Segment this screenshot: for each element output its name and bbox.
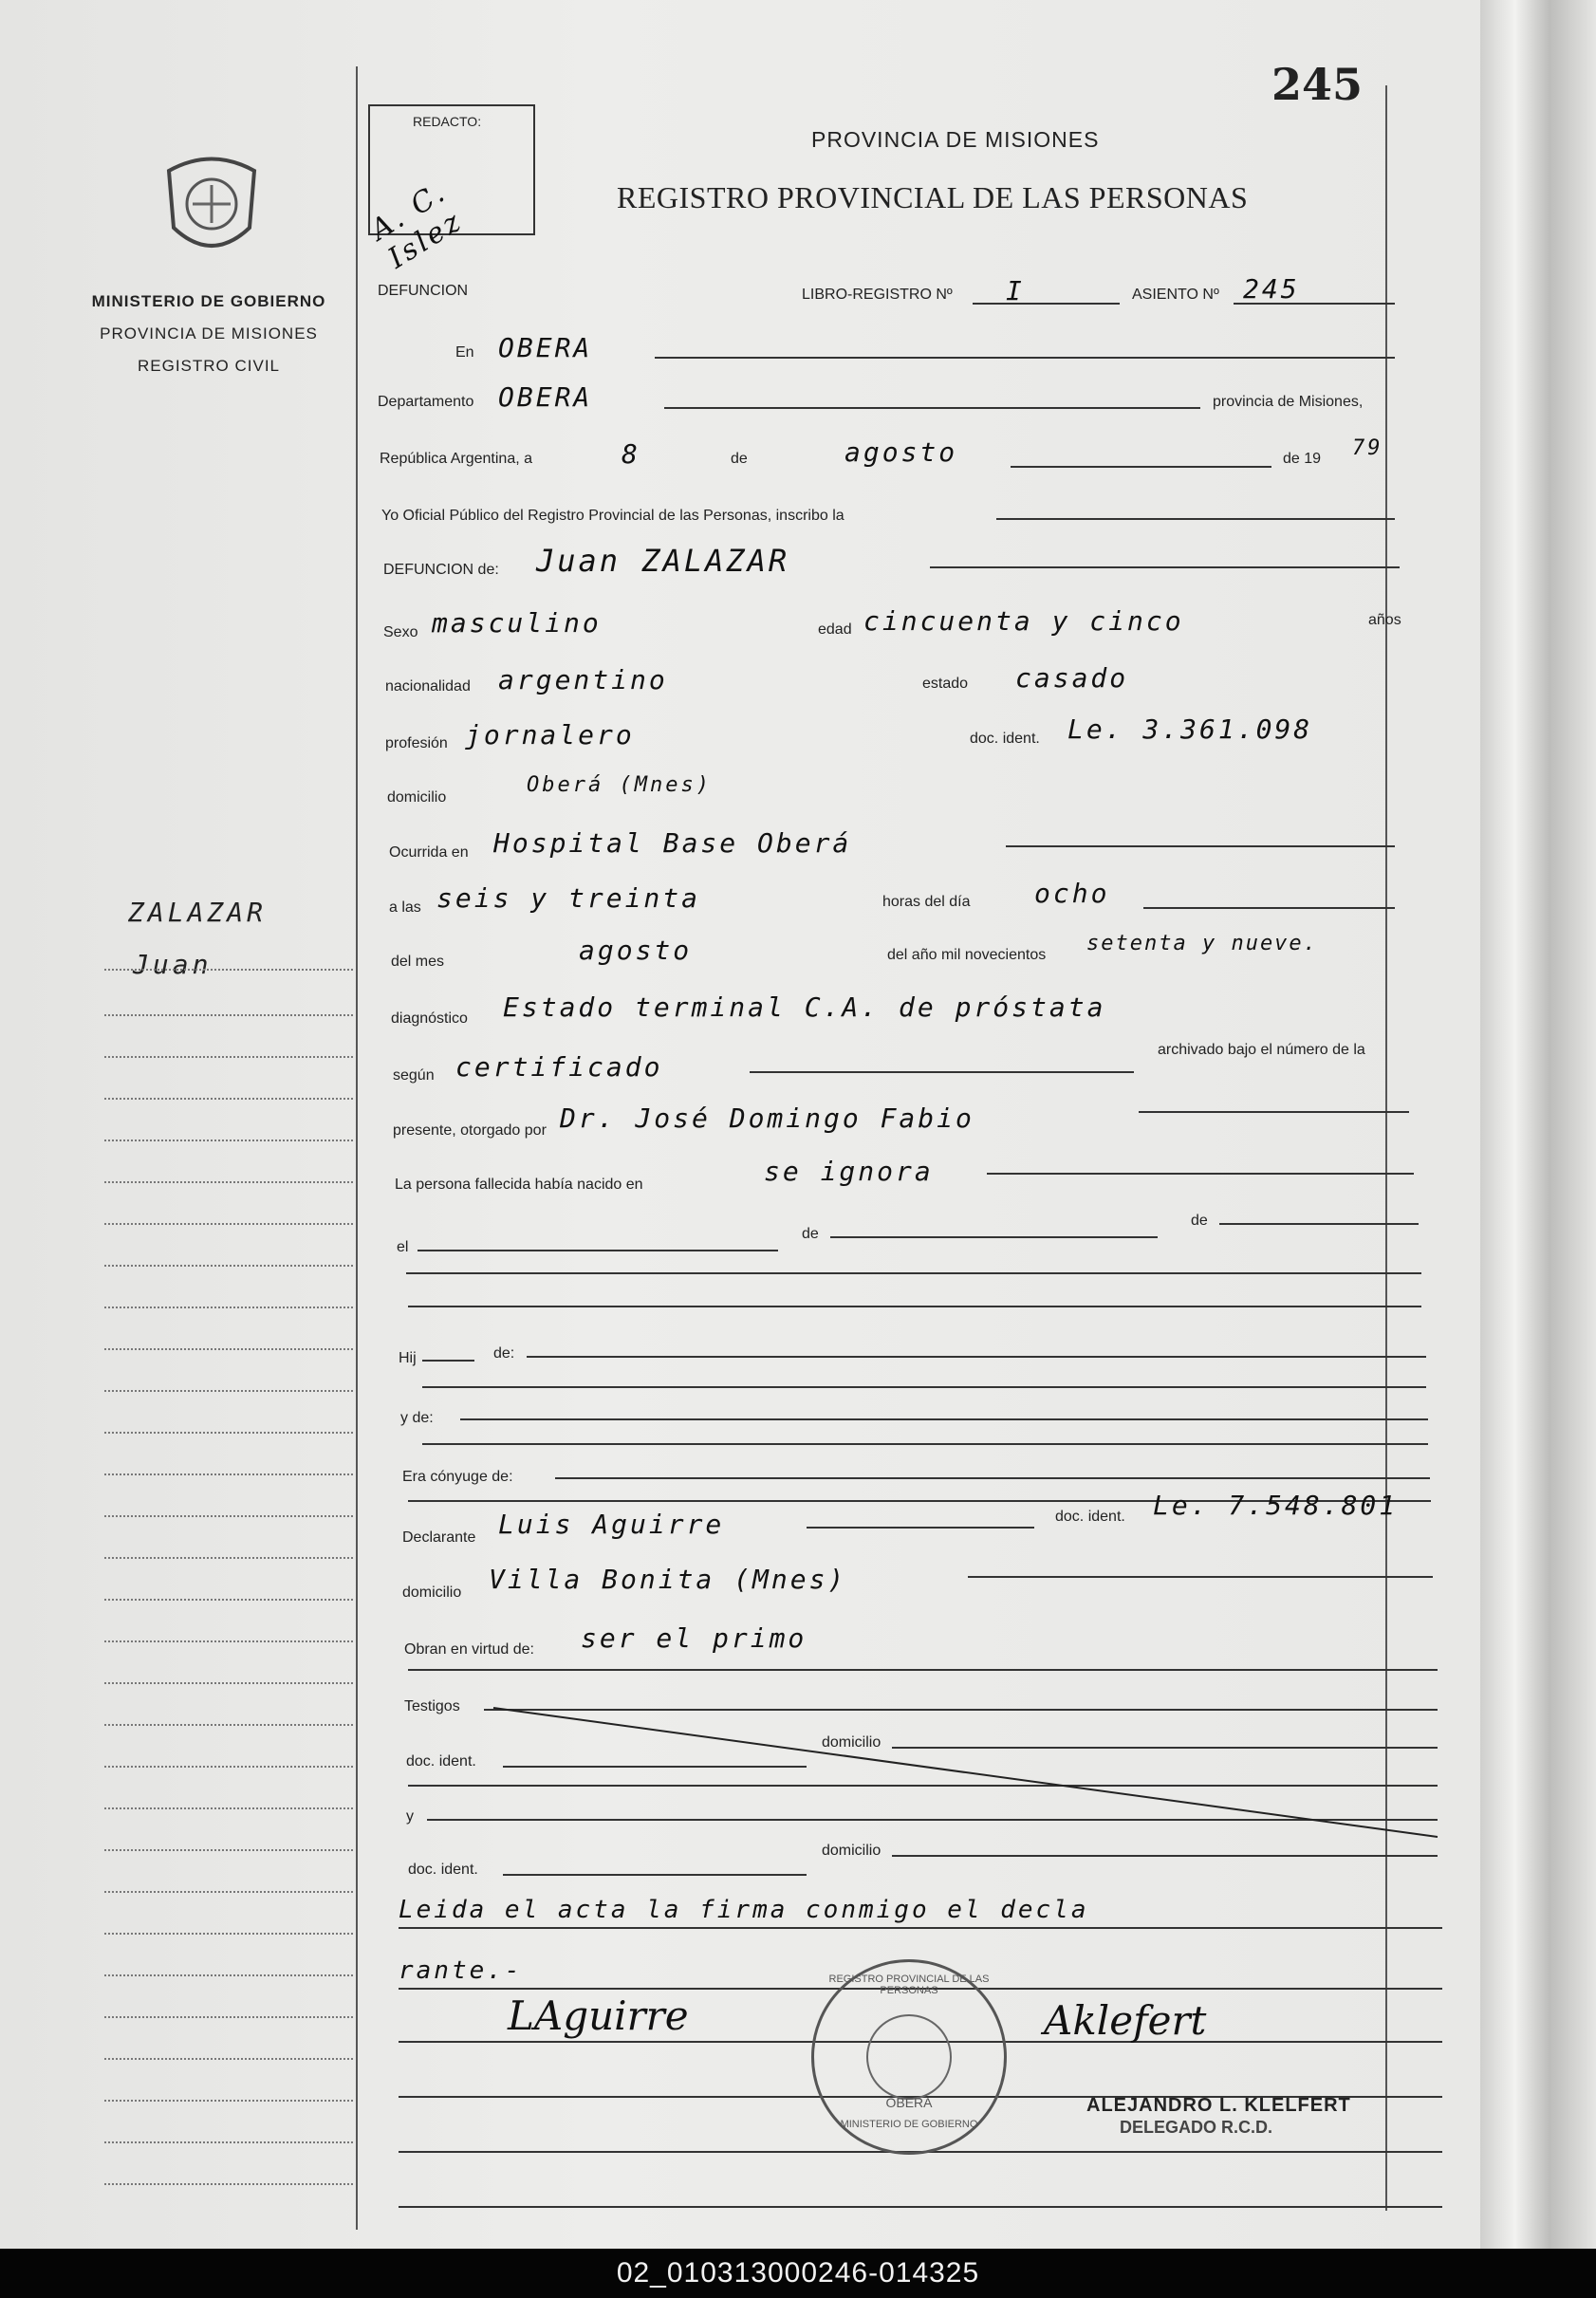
profesion-value: jornalero (465, 719, 635, 751)
archivado-label: archivado bajo el número de la (1158, 1042, 1365, 1058)
civil-registry: REGISTRO CIVIL (137, 357, 281, 375)
testigo1-doc-label: doc. ident. (406, 1753, 476, 1770)
official-name: ALEJANDRO L. KLELFERT (1086, 2095, 1351, 2116)
de3-label: de (1191, 1213, 1208, 1229)
dia-value: 8 (622, 438, 640, 470)
scan-identifier: 02_010313000246-014325 (0, 2249, 1596, 2298)
departamento-value: OBERA (498, 381, 593, 413)
closing-text-line-1: Leida el acta la firma conmigo el decla (399, 1896, 1089, 1924)
registry-title: REGISTRO PROVINCIAL DE LAS PERSONAS (617, 180, 1249, 214)
hij-label: Hij (399, 1350, 417, 1366)
testigos-label: Testigos (404, 1698, 460, 1714)
estado-label: estado (922, 676, 969, 692)
declarante-signature: LAguirre (508, 1992, 689, 2039)
a-las-value: seis y treinta (436, 882, 701, 914)
horas-value: ocho (1034, 878, 1110, 909)
defuncion-heading: DEFUNCION (378, 283, 469, 299)
ocurrida-value: Hospital Base Oberá (493, 827, 852, 859)
provincia-suffix: provincia de Misiones, (1213, 394, 1364, 410)
redacto-label: REDACTO: (413, 114, 482, 129)
horas-label: horas del día (882, 894, 971, 910)
hij-de-label: de: (493, 1345, 515, 1362)
asiento-label: ASIENTO Nº (1132, 287, 1219, 303)
de-label: de (731, 451, 748, 467)
el-label: el (397, 1239, 409, 1255)
defuncion-de-label: DEFUNCION de: (383, 562, 499, 578)
nacionalidad-label: nacionalidad (385, 678, 471, 695)
testigo2-dom-label: domicilio (822, 1843, 882, 1859)
republica-label: República Argentina, a (380, 451, 532, 467)
header-province: PROVINCIA DE MISIONES (811, 127, 1100, 152)
nacionalidad-value: argentino (498, 664, 668, 695)
sexo-value: masculino (432, 607, 602, 639)
de2-label: de (802, 1226, 819, 1242)
segun-label: según (393, 1067, 435, 1084)
mes-value: agosto (844, 436, 958, 468)
declarante-dom-label: domicilio (402, 1585, 462, 1601)
de19-label: de 19 (1283, 451, 1322, 467)
margin-surname: ZALAZAR (128, 897, 268, 928)
deceased-name: Juan ZALAZAR (536, 543, 790, 579)
domicilio-value: Oberá (Mnes) (527, 773, 712, 797)
oficial-text: Yo Oficial Público del Registro Provincial de las Personas, inscribo la (381, 508, 844, 524)
testigo1-dom-label: domicilio (822, 1734, 882, 1751)
obran-label: Obran en virtud de: (404, 1641, 534, 1658)
obran-value: ser el primo (581, 1622, 807, 1654)
closing-text-line-2: rante.- (399, 1956, 523, 1985)
en-label: En (455, 344, 474, 361)
page-number: 245 (1271, 59, 1364, 110)
declarante-label: Declarante (402, 1529, 476, 1546)
diagnostico-label: diagnóstico (391, 1010, 468, 1027)
declarante-value: Luis Aguirre (498, 1509, 725, 1540)
ocurrida-label: Ocurrida en (389, 844, 469, 861)
diagnostico-value: Estado terminal C.A. de próstata (503, 991, 1106, 1023)
libro-label: LIBRO-REGISTRO Nº (802, 287, 953, 303)
nacido-value: se ignora (764, 1156, 934, 1187)
del-ano-label: del año mil novecientos (887, 947, 1047, 963)
del-ano-value: setenta y nueve. (1086, 932, 1318, 955)
anos-label: años (1368, 612, 1401, 628)
testigo-y-label: y (406, 1808, 414, 1825)
redacto-handwriting: A. C. Islez (364, 175, 470, 276)
official-title: DELEGADO R.C.D. (1120, 2118, 1273, 2137)
official-signature: Aklefert (1044, 1997, 1207, 2044)
del-mes-label: del mes (391, 954, 445, 970)
registry-stamp (811, 1959, 1007, 2155)
sexo-label: Sexo (383, 624, 418, 640)
province-name: PROVINCIA DE MISIONES (100, 324, 318, 343)
declarante-dom-value: Villa Bonita (Mnes) (489, 1564, 847, 1595)
ministry-name: MINISTERIO DE GOBIERNO (91, 292, 326, 310)
declarante-doc-value: Le. 7.548.801 (1153, 1490, 1399, 1521)
estado-value: casado (1015, 662, 1129, 694)
domicilio-label: domicilio (387, 789, 447, 806)
asiento-value: 245 (1243, 273, 1300, 305)
edad-label: edad (818, 621, 852, 638)
en-value: OBERA (498, 332, 593, 363)
stamp-ring-text: REGISTRO PROVINCIAL DE LAS PERSONAS (828, 1974, 990, 1996)
edad-value: cincuenta y cinco (863, 605, 1184, 637)
doc-ident-value: Le. 3.361.098 (1067, 713, 1313, 745)
libro-value: I (1006, 275, 1025, 306)
nacido-label: La persona fallecida había nacido en (395, 1177, 643, 1193)
profesion-label: profesión (385, 735, 448, 751)
y-de-label: y de: (400, 1410, 434, 1426)
doc-ident-label: doc. ident. (970, 731, 1040, 747)
presente-value: Dr. José Domingo Fabio (560, 1103, 974, 1134)
stamp-inner-circle (866, 2014, 952, 2100)
departamento-label: Departamento (378, 394, 474, 410)
margin-given-name: Juan (133, 949, 213, 980)
del-mes-value: agosto (579, 935, 693, 966)
presente-label: presente, otorgado por (393, 1122, 547, 1139)
a-las-label: a las (389, 899, 421, 916)
stamp-bottom-text: MINISTERIO DE GOBIERNO (840, 2119, 978, 2130)
segun-value: certificado (455, 1051, 663, 1083)
anio-value: 79 (1352, 436, 1383, 460)
declarante-doc-label: doc. ident. (1055, 1509, 1125, 1525)
stamp-center: OBERA (885, 2095, 933, 2110)
conyuge-label: Era cónyuge de: (402, 1469, 513, 1485)
testigo2-doc-label: doc. ident. (408, 1862, 478, 1878)
